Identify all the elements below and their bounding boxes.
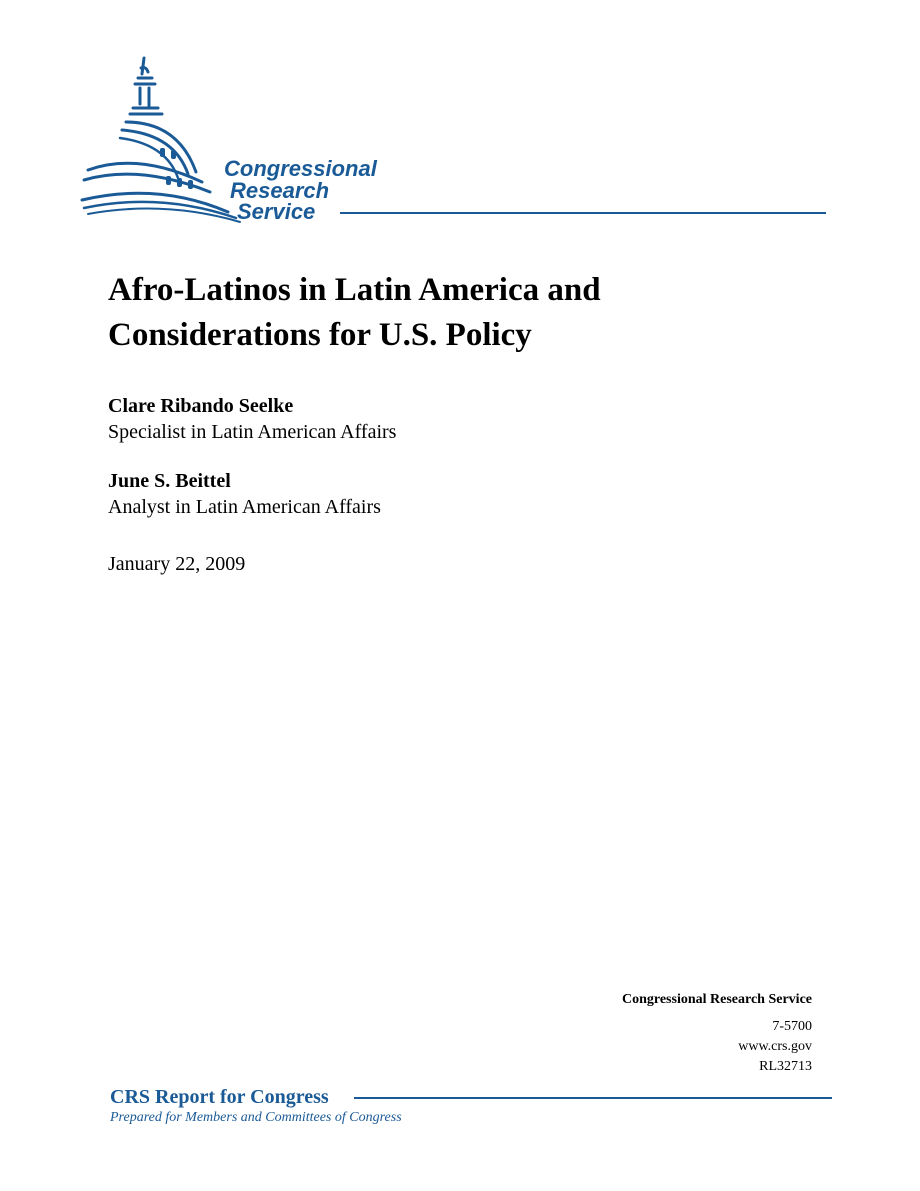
- logo-text-service: Service: [237, 199, 316, 224]
- footer-report-title: CRS Report for Congress: [110, 1086, 329, 1108]
- report-date: January 22, 2009: [108, 553, 246, 575]
- crs-website: www.crs.gov: [738, 1039, 812, 1054]
- author-1: [108, 393, 396, 445]
- author-2: [108, 468, 381, 520]
- header-rule: [340, 212, 826, 214]
- logo-text-research: Research: [230, 178, 330, 203]
- author-name: Clare Ribando Seelke: [108, 395, 294, 417]
- crs-info-block: [622, 990, 812, 1077]
- crs-org-name: Congressional Research Service: [621, 992, 812, 1007]
- capitol-dome-icon: [78, 52, 248, 227]
- author-role: Specialist in Latin American Affairs: [108, 421, 397, 443]
- report-title: [108, 268, 808, 358]
- crs-phone: 7-5700: [772, 1019, 812, 1034]
- footer-rule: [354, 1097, 832, 1099]
- crs-report-number: RL32713: [759, 1059, 812, 1074]
- report-title-line-2: Considerations for U.S. Policy: [108, 317, 532, 353]
- author-name: June S. Beittel: [108, 470, 231, 492]
- author-role: Analyst in Latin American Affairs: [108, 496, 381, 518]
- report-title-line-1: Afro-Latinos in Latin America and: [108, 272, 601, 308]
- logo-text-congressional: Congressional: [224, 156, 377, 181]
- footer-subtitle: Prepared for Members and Committees of Congress: [110, 1110, 402, 1125]
